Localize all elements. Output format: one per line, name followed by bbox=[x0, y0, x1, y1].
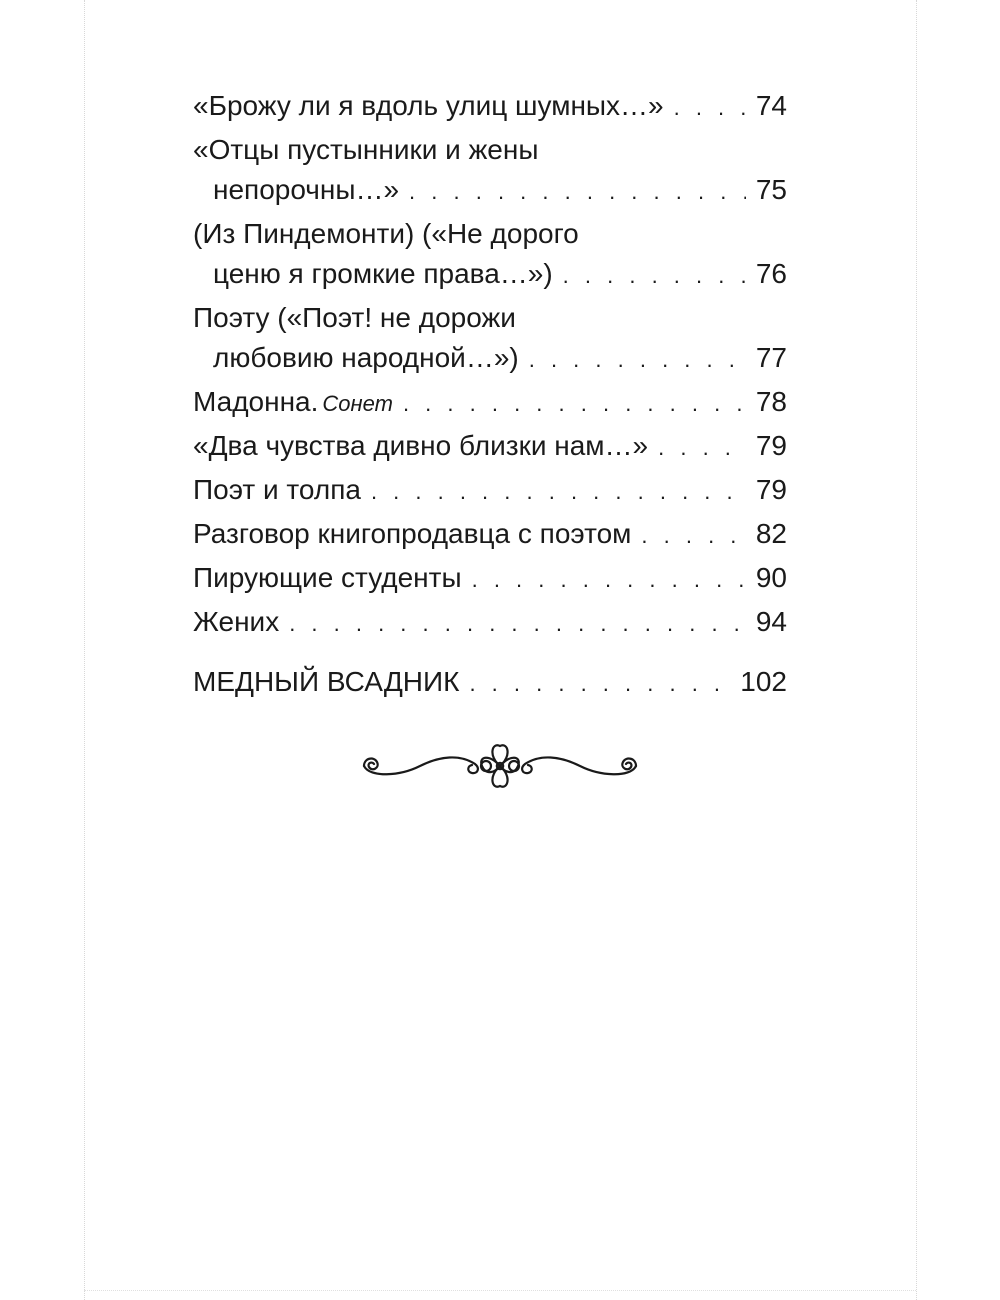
toc-entry bbox=[193, 298, 787, 380]
toc-page-number: 77 bbox=[755, 342, 787, 373]
toc-page-number: 75 bbox=[755, 174, 787, 205]
dot-leader bbox=[403, 384, 746, 424]
table-of-contents bbox=[193, 86, 787, 706]
dot-leader bbox=[529, 340, 746, 380]
page-edge-left bbox=[84, 0, 85, 1300]
toc-entry-title: (Из Пиндемонти) («Не дорого bbox=[193, 218, 579, 249]
toc-page-number: 76 bbox=[755, 258, 787, 289]
toc-entry bbox=[193, 602, 787, 644]
toc-page-number: 90 bbox=[755, 562, 787, 593]
toc-entry-title-continued: ценю я громкие права…») bbox=[213, 258, 553, 289]
toc-page-number: 94 bbox=[755, 606, 787, 637]
toc-page-number: 82 bbox=[755, 518, 787, 549]
dot-leader bbox=[472, 560, 746, 600]
toc-entry-title-continued: любовию народной…») bbox=[213, 342, 519, 373]
toc-entry-title: Поэту («Поэт! не дорожи bbox=[193, 302, 516, 333]
toc-entry bbox=[193, 426, 787, 468]
toc-major-entry bbox=[193, 662, 787, 704]
toc-entry bbox=[193, 382, 787, 424]
toc-entry-subtitle: Сонет bbox=[322, 391, 393, 416]
dot-leader bbox=[289, 604, 746, 644]
dot-leader bbox=[641, 516, 745, 556]
toc-entry-title: «Два чувства дивно близки нам…» bbox=[193, 430, 649, 461]
toc-entry-title: Жених bbox=[193, 606, 280, 637]
toc-entry bbox=[193, 558, 787, 600]
toc-entry-title: «Брожу ли я вдоль улиц шумных…» bbox=[193, 90, 664, 121]
flourish-divider-icon bbox=[350, 736, 650, 796]
page-edge-right bbox=[916, 0, 917, 1300]
dot-leader bbox=[469, 664, 730, 704]
toc-entry-title: Поэт и толпа bbox=[193, 474, 361, 505]
toc-entry bbox=[193, 86, 787, 128]
dot-leader bbox=[409, 172, 746, 212]
toc-page-number: 102 bbox=[740, 666, 787, 697]
dot-leader bbox=[658, 428, 746, 468]
toc-entry-title: Мадонна. bbox=[193, 386, 319, 417]
toc-entry-title: «Отцы пустынники и жены bbox=[193, 134, 539, 165]
toc-entry bbox=[193, 514, 787, 556]
toc-entry bbox=[193, 470, 787, 512]
toc-page-number: 74 bbox=[755, 90, 787, 121]
dot-leader bbox=[674, 88, 746, 128]
dot-leader bbox=[371, 472, 746, 512]
toc-major-title: МЕДНЫЙ ВСАДНИК bbox=[193, 666, 460, 697]
toc-entry bbox=[193, 130, 787, 212]
toc-entry bbox=[193, 214, 787, 296]
toc-page-number: 78 bbox=[755, 386, 787, 417]
toc-entry-title: Разговор книгопродавца с поэтом bbox=[193, 518, 632, 549]
toc-entry-title: Пирующие студенты bbox=[193, 562, 462, 593]
toc-page-number: 79 bbox=[755, 474, 787, 505]
page-edge-bottom bbox=[84, 1290, 916, 1291]
toc-entry-title-continued: непорочны…» bbox=[213, 174, 400, 205]
dot-leader bbox=[563, 256, 746, 296]
toc-page-number: 79 bbox=[755, 430, 787, 461]
